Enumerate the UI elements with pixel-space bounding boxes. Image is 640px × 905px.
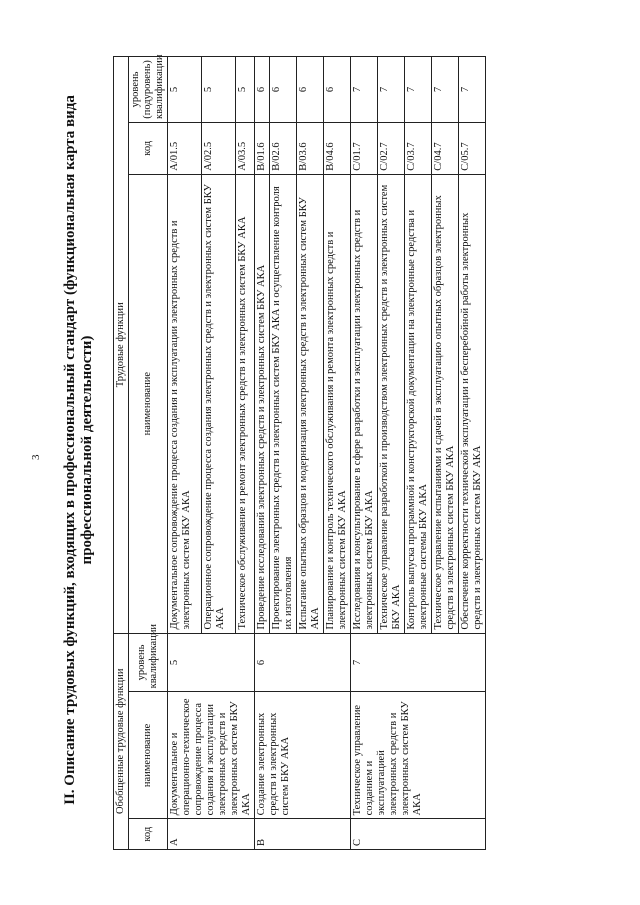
function-code: C/01.7 <box>351 122 378 174</box>
functional-map-table <box>113 56 486 850</box>
header-sublevel: уровень (подуровень) квалификации <box>129 57 168 123</box>
function-level: 6 <box>297 57 324 123</box>
function-name: Обеспечение корректности технической эксплуатации и бесперебойной работы электронных средств и электронных систем БКУ АКА <box>459 174 486 633</box>
function-level: 7 <box>405 57 432 123</box>
function-code: A/03.5 <box>236 122 255 174</box>
function-code: C/02.7 <box>378 122 405 174</box>
function-level: 5 <box>168 57 202 123</box>
function-name: Техническое обслуживание и ремонт электронных средств и электронных систем БКУ АКА <box>236 174 255 633</box>
function-level: 7 <box>459 57 486 123</box>
header-labor: Трудовые функции <box>114 57 129 634</box>
function-name: Испытание опытных образцов и модернизация электронных средств и электронных систем БКУ АКА <box>297 174 324 633</box>
section-title <box>62 55 96 845</box>
table-row <box>255 57 270 850</box>
function-code: C/03.7 <box>405 122 432 174</box>
function-code: C/05.7 <box>459 122 486 174</box>
function-level: 7 <box>432 57 459 123</box>
header-name2: наименование <box>129 174 168 633</box>
function-name: Операционное сопровождение процесса создания электронных средств и электронных систем БКУ АКА <box>202 174 236 633</box>
header-row-1 <box>114 57 129 850</box>
function-level: 7 <box>378 57 405 123</box>
function-level: 5 <box>236 57 255 123</box>
group-level: 5 <box>168 633 255 692</box>
function-name: Планирование и контроль технического обслуживания и ремонта электронных средств и электронных систем БКУ АКА <box>324 174 351 633</box>
function-code: B/01.6 <box>255 122 270 174</box>
group-code: C <box>351 819 486 850</box>
header-generalized: Обобщенные трудовые функции <box>114 633 129 849</box>
header-row-2 <box>129 57 168 850</box>
group-level: 6 <box>255 633 351 692</box>
header-code: код <box>129 819 168 850</box>
group-name: Создание электронных средств и электронных систем БКУ АКА <box>255 692 351 819</box>
function-name: Контроль выпуска программной и конструкторской документации на электронные средства и электронные системы БКУ АКА <box>405 174 432 633</box>
function-code: C/04.7 <box>432 122 459 174</box>
function-name: Проектирование электронных средств и электронных систем БКУ АКА и осуществление контроля их изготовления <box>270 174 297 633</box>
function-code: B/03.6 <box>297 122 324 174</box>
table-row <box>168 57 202 850</box>
group-code: A <box>168 819 255 850</box>
function-code: B/02.6 <box>270 122 297 174</box>
table-row <box>351 57 378 850</box>
function-code: B/04.6 <box>324 122 351 174</box>
function-level: 5 <box>202 57 236 123</box>
group-level: 7 <box>351 633 486 692</box>
header-level: уровень квалификации <box>129 633 168 692</box>
title-line-1: II. Описание трудовых функций, входящих в профессиональный стандарт (функциональная карта вида <box>62 95 78 805</box>
function-level: 6 <box>270 57 297 123</box>
function-name: Техническое управление разработкой и производством электронных средств и электронных систем БКУ АКА <box>378 174 405 633</box>
function-code: A/02.5 <box>202 122 236 174</box>
title-line-2: профессиональной деятельности) <box>79 335 95 565</box>
function-name: Документальное сопровождение процесса создания и эксплуатации электронных средств и электронных систем БКУ АКА <box>168 174 202 633</box>
header-code2: код <box>129 122 168 174</box>
function-code: A/01.5 <box>168 122 202 174</box>
function-name: Исследования и консультирование в сфере разработки и эксплуатации электронных средств и электронных систем БКУ АКА <box>351 174 378 633</box>
function-name: Техническое управление испытаниями и сдачей в эксплуатацию опытных образцов электронных средств и электронных систем БКУ АКА <box>432 174 459 633</box>
function-name: Проведение исследований электронных средств и электронных систем БКУ АКА <box>255 174 270 633</box>
header-name: наименование <box>129 692 168 819</box>
page-number: 3 <box>30 454 42 460</box>
function-level: 6 <box>324 57 351 123</box>
group-name: Техническое управление созданием и эксплуатацией электронных средств и электронных систем БКУ АКА <box>351 692 486 819</box>
function-level: 6 <box>255 57 270 123</box>
function-level: 7 <box>351 57 378 123</box>
group-name: Документальное и операционно-техническое сопровождение процесса создания и эксплуатации электронных средств и электронных систем БКУ АКА <box>168 692 255 819</box>
group-code: B <box>255 819 351 850</box>
